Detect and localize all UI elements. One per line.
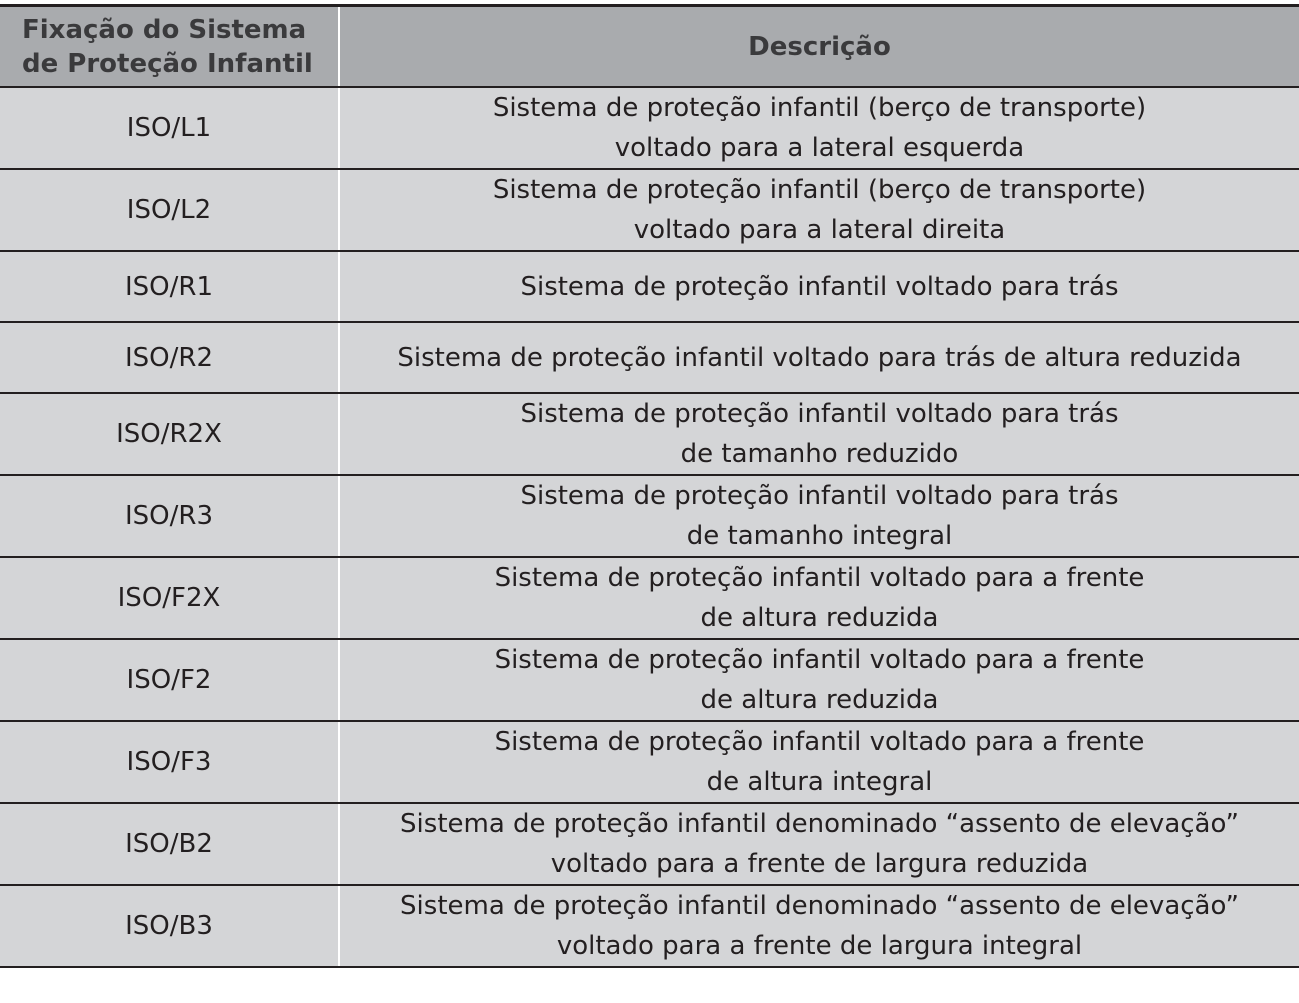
- code-cell: [0, 170, 340, 250]
- description-cell: [340, 170, 1299, 250]
- description-cell: [340, 722, 1299, 802]
- code-cell: [0, 476, 340, 556]
- table-row: [0, 88, 1299, 170]
- code-cell: [0, 804, 340, 884]
- table-row: [0, 476, 1299, 558]
- code-cell: [0, 722, 340, 802]
- description-cell: [340, 640, 1299, 720]
- fixation-code: ISO/L1: [126, 113, 212, 143]
- fixation-code: ISO/L2: [126, 195, 212, 225]
- description-cell: [340, 323, 1299, 392]
- fixation-code: ISO/R1: [124, 271, 213, 302]
- fixation-description: Sistema de proteção infantil voltado para trás de tamanho reduzido: [520, 399, 1119, 469]
- table-row: [0, 886, 1299, 968]
- fixation-description: Sistema de proteção infantil voltado para a frente de altura reduzida: [494, 645, 1145, 715]
- code-cell: [0, 886, 340, 966]
- fixation-code: ISO/F2X: [117, 583, 221, 613]
- description-cell: [340, 394, 1299, 474]
- code-cell: [0, 640, 340, 720]
- description-cell: [340, 476, 1299, 556]
- table-row: [0, 640, 1299, 722]
- fixation-code: ISO/B2: [125, 829, 213, 859]
- table-row: [0, 323, 1299, 394]
- fixation-code: ISO/B3: [125, 911, 213, 941]
- table-row: [0, 252, 1299, 323]
- table-row: [0, 804, 1299, 886]
- fixation-code: ISO/R2: [124, 342, 213, 373]
- table-row: [0, 558, 1299, 640]
- code-cell: [0, 252, 340, 321]
- header-fixation-label: Fixação do Sistema de Proteção Infantil: [22, 14, 313, 79]
- fixation-description: Sistema de proteção infantil (berço de transporte) voltado para a lateral direita: [492, 175, 1147, 245]
- fixation-code: ISO/R2X: [116, 419, 222, 449]
- fixation-description: Sistema de proteção infantil denominado “assento de elevação” voltado para a frente de largura reduzida: [400, 809, 1239, 879]
- fixation-description: Sistema de proteção infantil voltado para trás de tamanho integral: [520, 481, 1119, 551]
- table-row: [0, 394, 1299, 476]
- code-cell: [0, 323, 340, 392]
- table-row: [0, 170, 1299, 252]
- table-row: [0, 722, 1299, 804]
- isofix-table: [0, 4, 1299, 968]
- description-cell: [340, 804, 1299, 884]
- fixation-description: Sistema de proteção infantil denominado “assento de elevação” voltado para a frente de largura integral: [400, 891, 1239, 961]
- header-description-label: Descrição: [748, 31, 891, 62]
- fixation-description: Sistema de proteção infantil voltado para a frente de altura reduzida: [494, 563, 1145, 633]
- description-cell: [340, 886, 1299, 966]
- description-cell: [340, 88, 1299, 168]
- header-cell-fixation: [0, 7, 340, 86]
- description-cell: [340, 252, 1299, 321]
- code-cell: [0, 394, 340, 474]
- fixation-description: Sistema de proteção infantil voltado para a frente de altura integral: [494, 727, 1145, 797]
- description-cell: [340, 558, 1299, 638]
- fixation-description: Sistema de proteção infantil voltado para trás de altura reduzida: [397, 342, 1242, 373]
- fixation-code: ISO/F2: [126, 665, 212, 695]
- code-cell: [0, 88, 340, 168]
- fixation-code: ISO/R3: [124, 501, 213, 531]
- header-cell-description: [340, 7, 1299, 86]
- fixation-description: Sistema de proteção infantil voltado para trás: [520, 271, 1119, 302]
- code-cell: [0, 558, 340, 638]
- table-header-row: [0, 4, 1299, 88]
- fixation-description: Sistema de proteção infantil (berço de transporte) voltado para a lateral esquerda: [492, 93, 1147, 163]
- fixation-code: ISO/F3: [126, 747, 212, 777]
